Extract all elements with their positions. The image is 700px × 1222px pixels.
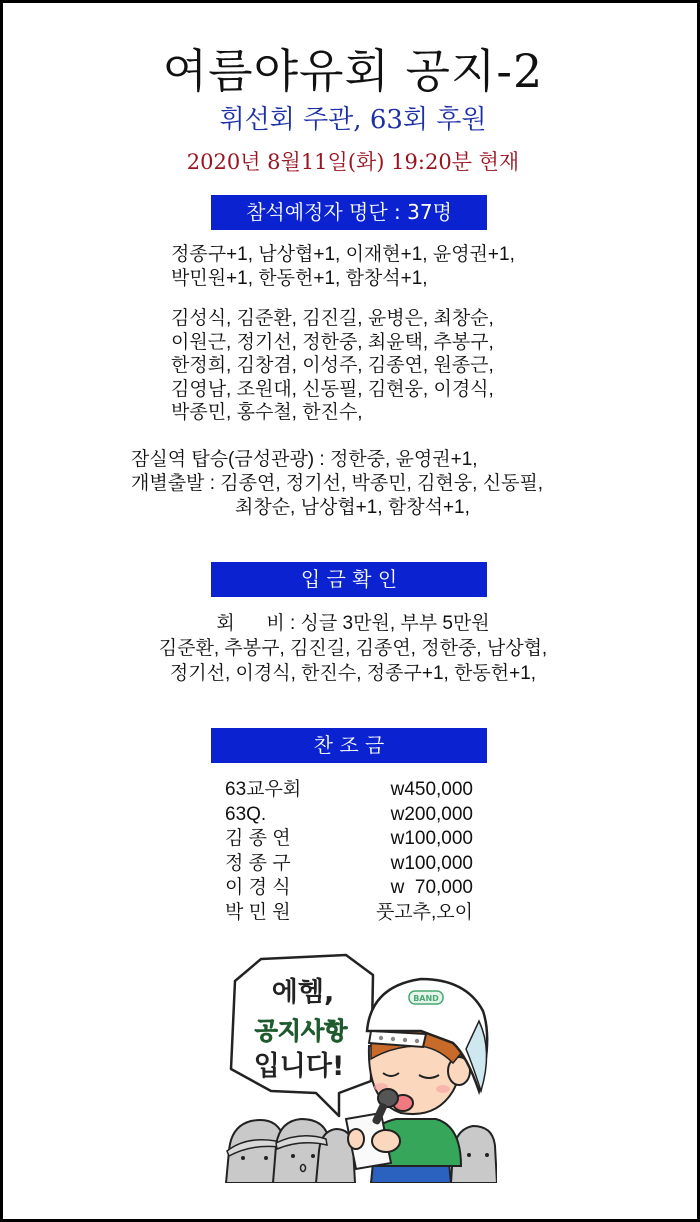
donor-name: 이 경 식 — [225, 877, 291, 898]
deposit-line: 정기선, 이경식, 한진수, 정종구+1, 한동헌+1, — [169, 663, 537, 684]
transport-individual: 개별출발 : 김종연, 정기선, 박종민, 김현웅, 신동필, — [131, 473, 544, 494]
deposit-header: 입 금 확 인 — [211, 562, 487, 597]
donor-name: 63Q. — [225, 803, 267, 825]
deposit-line: 김준환, 추봉구, 김진길, 김종연, 정한중, 남상협, — [158, 638, 548, 659]
membership-fee: 회 비 : 싱글 3만원, 부부 5만원 — [216, 613, 490, 634]
donor-name: 김 종 연 — [225, 828, 291, 849]
donor-amount: w100,000 — [390, 828, 473, 849]
attendees-couples — [171, 243, 515, 290]
table-row — [3, 852, 700, 877]
attendee-line: 박민원+1, 한동헌+1, 함창석+1, — [171, 267, 428, 289]
donor-amount: w450,000 — [390, 779, 473, 800]
table-row — [3, 901, 700, 926]
donor-amount: w 70,000 — [390, 877, 473, 898]
page-title: 여름야유회 공지-2 — [162, 44, 544, 98]
donations-header: 찬 조 금 — [211, 728, 487, 763]
donor-amount: w100,000 — [390, 852, 473, 874]
cap-logo: BAND — [413, 994, 439, 1003]
attendee-line: 정종구+1, 남상협+1, 이재현+1, 윤영권+1, — [171, 244, 515, 265]
donor-amount: w200,000 — [390, 803, 473, 825]
bubble-line2: 공지사항 — [254, 1017, 348, 1045]
donor-name: 박 민 원 — [225, 901, 291, 923]
donations-table — [3, 778, 700, 925]
status-date: 2020년 8월11일(화) 19:20분 현재 — [186, 150, 520, 174]
donor-name: 63교우회 — [225, 779, 302, 800]
table-row — [3, 876, 700, 901]
page-subtitle: 휘선회 주관, 63회 후원 — [219, 105, 487, 135]
donor-name: 정 종 구 — [225, 852, 291, 874]
attendees-header: 참석예정자 명단 : 37명 — [211, 195, 487, 230]
table-row — [3, 778, 700, 803]
announcer-illustration-icon — [221, 951, 497, 1183]
bubble-line3: 입니다! — [253, 1051, 345, 1082]
donor-amount: 풋고추,오이 — [375, 901, 473, 923]
attendee-line: 이원근, 정기선, 정한중, 최윤택, 추봉구, — [171, 331, 494, 353]
attendee-line: 박종민, 홍수철, 한진수, — [171, 402, 363, 423]
attendee-line: 김성식, 김준환, 김진길, 윤병은, 최창순, — [171, 308, 494, 329]
attendee-line: 한정희, 김창겸, 이성주, 김종연, 원종근, — [171, 355, 494, 376]
attendee-line: 김영남, 조원대, 신동필, 김현웅, 이경식, — [171, 378, 494, 400]
table-row — [3, 803, 700, 828]
table-row — [3, 827, 700, 852]
transport-individual-cont: 최창순, 남상협+1, 함창석+1, — [235, 497, 470, 518]
bubble-line1: 에헴, — [271, 977, 335, 1008]
attendees-singles — [171, 307, 494, 425]
transport-bus: 잠실역 탑승(금성관광) : 정한중, 윤영권+1, — [131, 449, 478, 470]
announcer-cartoon — [221, 951, 497, 1183]
